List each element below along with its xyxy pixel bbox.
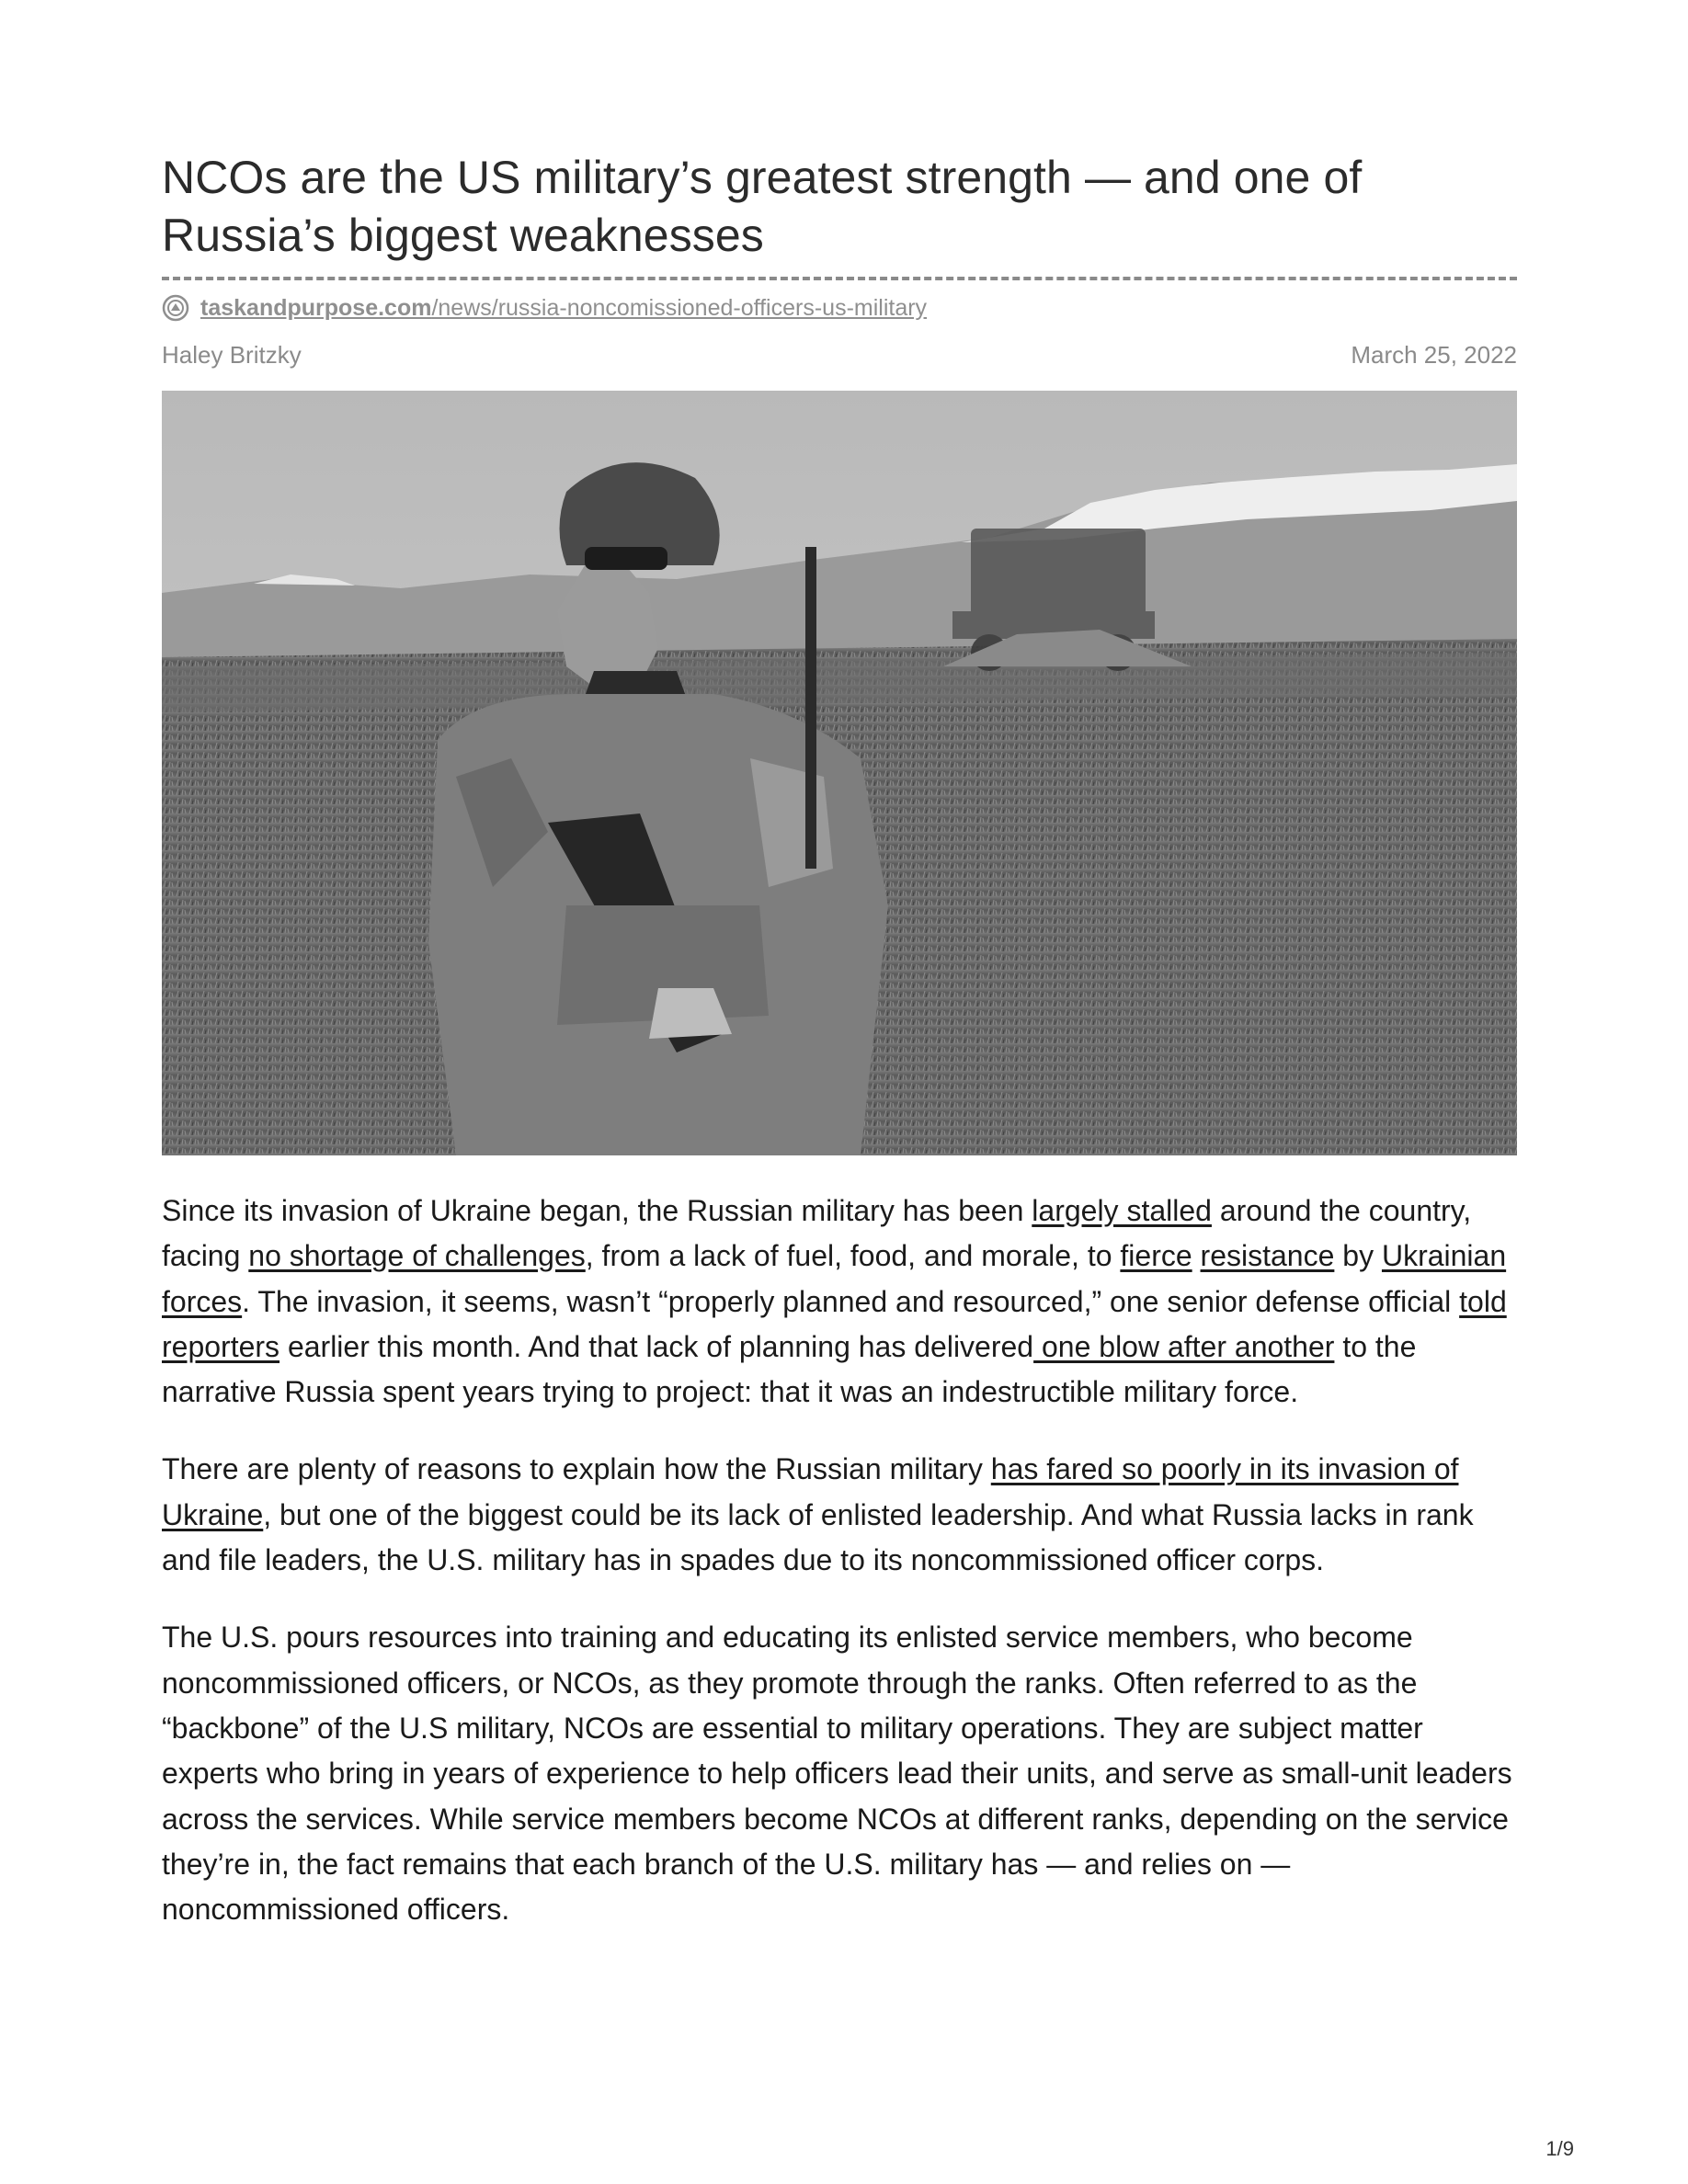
site-favicon-icon — [162, 294, 189, 322]
text-run: around the country, facing — [162, 1194, 1472, 1273]
text-run: Since its invasion of Ukraine began, the Russian military has been — [162, 1194, 1032, 1227]
article — [162, 149, 1517, 1964]
text-run: earlier this month. And that lack of planning has delivered — [279, 1329, 1034, 1363]
article-title-line-2: Russia’s biggest weaknesses — [162, 210, 764, 261]
link-resistance[interactable]: resistance — [1200, 1239, 1335, 1273]
paragraph-2 — [162, 1447, 1517, 1583]
text-run: to the narrative Russia spent years trying to project: that it was an indestructible military force. — [162, 1329, 1417, 1409]
source-url-link[interactable] — [200, 295, 927, 322]
link-told-reporters[interactable]: told reporters — [162, 1284, 1507, 1363]
text-run: , from a lack of fuel, food, and morale, to — [585, 1239, 1121, 1273]
link-ukrainian-forces[interactable]: Ukrainian forces — [162, 1239, 1507, 1318]
article-title — [162, 149, 1517, 265]
link-one-blow-after-another[interactable]: one blow after another — [1033, 1329, 1335, 1363]
link-fierce[interactable]: fierce — [1120, 1239, 1192, 1273]
text-run: The U.S. pours resources into training and educating its enlisted service members, who become noncommissioned officers, or NCOs, as they promote through the ranks. Often referred to as the “backbone” of the U.S military, NCOs are essential to military operations. They are subject matter experts who bring in years of experience to help officers lead their units, and serve as small-unit leaders across the services. While service members become NCOs at different ranks, depending on the service they’re in, the fact remains that each branch of the U.S. military has — and relies on — noncommissioned officers. — [162, 1621, 1512, 1927]
text-run: . The invasion, it seems, wasn’t “properly planned and resourced,” one senior defense official — [242, 1284, 1460, 1318]
source-domain: taskandpurpose.com — [200, 294, 432, 321]
byline — [162, 341, 1517, 370]
article-title-line-1: NCOs are the US military’s greatest strength — and one of — [162, 152, 1363, 203]
author-name: Haley Britzky — [162, 341, 302, 369]
link-has-fared-so-poorly[interactable]: has fared so poorly in its invasion of Ukraine — [162, 1452, 1459, 1531]
text-run — [1192, 1239, 1201, 1272]
source-link-row — [162, 291, 1517, 324]
hero-image — [162, 391, 1517, 1155]
text-run: There are plenty of reasons to explain how the Russian military — [162, 1452, 991, 1486]
link-no-shortage-of-challenges[interactable]: no shortage of challenges — [248, 1239, 586, 1273]
publish-date: March 25, 2022 — [1351, 341, 1517, 369]
article-body — [162, 1189, 1517, 1932]
source-path: /news/russia-noncomissioned-officers-us-military — [431, 294, 928, 321]
page-number: 1/9 — [1545, 2137, 1574, 2160]
text-run: , but one of the biggest could be its lack of enlisted leadership. And what Russia lacks in rank and file leaders, the U.S. military has in spades due to its noncommissioned officer corps. — [162, 1497, 1474, 1577]
text-run: by — [1334, 1239, 1382, 1273]
title-divider — [162, 277, 1517, 280]
paragraph-3 — [162, 1615, 1517, 1932]
paragraph-1 — [162, 1189, 1517, 1415]
link-largely-stalled[interactable]: largely stalled — [1032, 1194, 1212, 1227]
